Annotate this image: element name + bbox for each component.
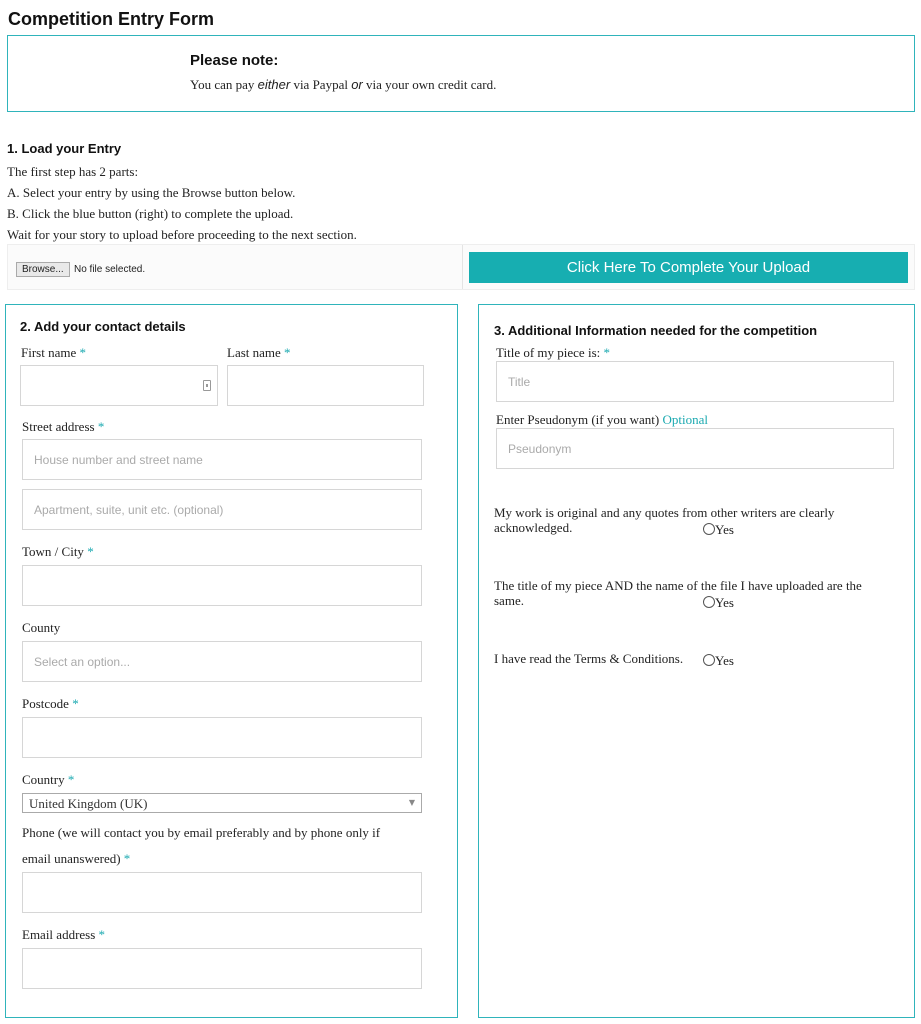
complete-upload-button[interactable]: Click Here To Complete Your Upload <box>469 252 908 283</box>
browse-button[interactable]: Browse... <box>16 262 70 277</box>
note-emphasis-or: or <box>351 77 363 92</box>
label-text: Postcode <box>22 696 69 711</box>
email-input[interactable] <box>22 948 422 989</box>
required-mark: * <box>98 927 106 942</box>
county-label: County <box>22 620 61 635</box>
last-name-label <box>227 345 291 361</box>
no-file-text: No file selected. <box>74 264 146 275</box>
title-label <box>496 345 610 361</box>
required-mark: * <box>97 419 105 434</box>
optional-tag: Optional <box>662 412 708 427</box>
contact-card-icon <box>203 380 211 391</box>
original-work-text: My work is original and any quotes from other writers are clearly acknowledged. <box>494 505 835 535</box>
title-placeholder: Title <box>508 374 531 389</box>
same-title-text: The title of my piece AND the name of the file I have uploaded are the same. <box>494 578 862 608</box>
country-label <box>22 772 74 788</box>
label-text: Enter Pseudonym (if you want) <box>496 412 660 427</box>
section1-line: A. Select your entry by using the Browse button below. <box>7 185 296 200</box>
county-select[interactable] <box>22 641 422 682</box>
yes-label: Yes <box>715 595 734 610</box>
label-text: Country <box>22 772 65 787</box>
county-placeholder: Select an option... <box>34 654 131 669</box>
apartment-input[interactable] <box>22 489 422 530</box>
pseudonym-input[interactable] <box>496 428 894 469</box>
phone-label-line2 <box>22 851 130 867</box>
label-text: Town / City <box>22 544 84 559</box>
town-city-input[interactable] <box>22 565 422 606</box>
same-title-yes[interactable] <box>703 595 734 611</box>
section1-line: B. Click the blue button (right) to complete the upload. <box>7 206 294 221</box>
chevron-down-icon: ▼ <box>408 798 415 807</box>
yes-label: Yes <box>715 653 734 668</box>
note-heading: Please note: <box>190 52 279 69</box>
street-address-label <box>22 419 104 435</box>
pseudonym-label <box>496 412 708 428</box>
label-text: Street address <box>22 419 95 434</box>
upload-divider <box>462 245 463 289</box>
required-mark: * <box>79 345 86 360</box>
street-address-input[interactable] <box>22 439 422 480</box>
country-value: United Kingdom (UK) <box>29 796 148 811</box>
note-box <box>7 35 915 112</box>
section1-line: Wait for your story to upload before proceeding to the next section. <box>7 227 357 242</box>
label-text: Email address <box>22 927 96 942</box>
upload-row <box>7 244 915 290</box>
title-input[interactable] <box>496 361 894 402</box>
original-work-yes[interactable] <box>703 522 734 538</box>
terms-text: I have read the Terms & Conditions. <box>494 651 684 666</box>
label-text: First name <box>21 345 77 360</box>
email-label <box>22 927 105 943</box>
yes-label: Yes <box>715 522 734 537</box>
phone-input[interactable] <box>22 872 422 913</box>
note-text <box>190 77 496 93</box>
section2-heading: 2. Add your contact details <box>20 319 186 334</box>
country-select[interactable] <box>22 793 422 813</box>
required-mark: * <box>87 544 94 559</box>
street-address-placeholder: House number and street name <box>34 452 203 467</box>
contact-details-panel <box>5 304 458 1018</box>
note-emphasis-either: either <box>257 77 291 92</box>
section1-heading: 1. Load your Entry <box>7 141 122 156</box>
required-mark: * <box>123 851 131 866</box>
phone-label: Phone (we will contact you by email preferably and by phone only if <box>22 825 381 840</box>
section1-line: The first step has 2 parts: <box>7 164 139 179</box>
radio-circle[interactable] <box>703 654 715 666</box>
label-text: email unanswered) <box>22 851 121 866</box>
required-mark: * <box>67 772 75 787</box>
first-name-input[interactable] <box>20 365 218 406</box>
first-name-label <box>21 345 86 361</box>
label-text: Last name <box>227 345 281 360</box>
pseudonym-placeholder: Pseudonym <box>508 441 572 456</box>
note-text-part: via Paypal <box>290 77 352 92</box>
note-text-part: You can pay <box>190 77 258 92</box>
radio-circle[interactable] <box>703 596 715 608</box>
apartment-placeholder: Apartment, suite, unit etc. (optional) <box>34 502 224 517</box>
additional-info-panel <box>478 304 915 1018</box>
note-text-part: via your own credit card. <box>362 77 497 92</box>
page-title: Competition Entry Form <box>8 9 214 29</box>
last-name-input[interactable] <box>227 365 424 406</box>
required-mark: * <box>284 345 291 360</box>
postcode-label <box>22 696 79 712</box>
radio-circle[interactable] <box>703 523 715 535</box>
terms-yes[interactable] <box>703 653 734 669</box>
town-city-label <box>22 544 94 560</box>
label-text: Title of my piece is: <box>496 345 601 360</box>
required-mark: * <box>72 696 79 711</box>
postcode-input[interactable] <box>22 717 422 758</box>
section3-heading: 3. Additional Information needed for the competition <box>494 323 818 338</box>
required-mark: * <box>603 345 610 360</box>
